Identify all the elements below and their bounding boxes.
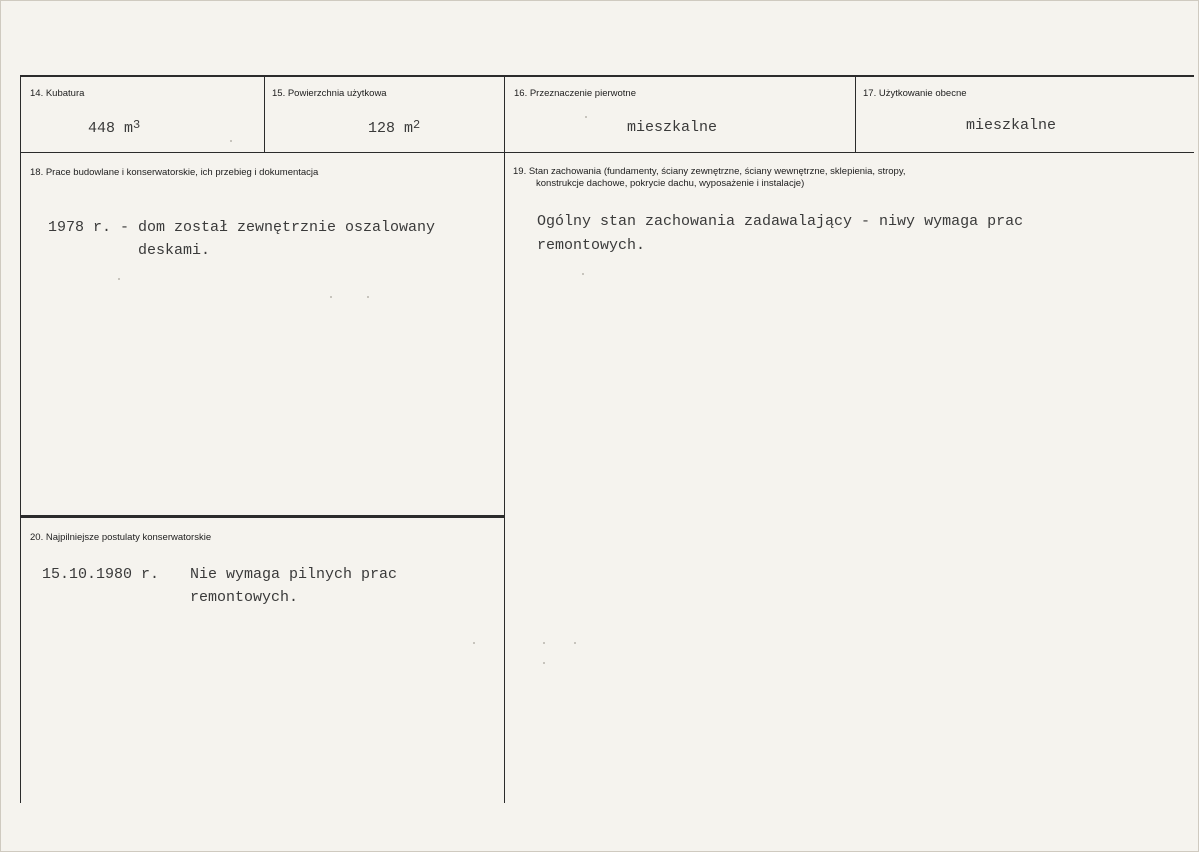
divider-16-17 <box>855 76 856 153</box>
postulaty-label: 20. Najpilniejsze postulaty konserwatorskie <box>30 532 212 543</box>
center-divider <box>504 76 505 803</box>
prace-line-2: deskami. <box>138 242 211 259</box>
paper-speck <box>543 642 545 644</box>
kubatura-number: 448 m <box>88 120 134 137</box>
uzytkowanie-value: mieszkalne <box>966 117 1057 134</box>
paper-speck <box>473 642 475 644</box>
left-border <box>20 76 21 803</box>
paper-speck <box>585 116 587 118</box>
top-rule <box>20 75 1194 77</box>
powierzchnia-number: 128 m <box>368 120 414 137</box>
kubatura-value <box>88 119 140 139</box>
paper-speck <box>118 278 120 280</box>
stan-line-2: remontowych. <box>537 237 646 254</box>
stan-label-line-1: 19. Stan zachowania (fundamenty, ściany zewnętrzne, ściany wewnętrzne, sklepienia, stropy, <box>513 166 906 177</box>
powierzchnia-exponent: 2 <box>413 118 421 132</box>
paper-speck <box>330 296 332 298</box>
przeznaczenie-label: 16. Przeznaczenie pierwotne <box>514 88 636 99</box>
przeznaczenie-value: mieszkalne <box>627 119 718 136</box>
powierzchnia-label: 15. Powierzchnia użytkowa <box>272 88 387 99</box>
kubatura-exponent: 3 <box>133 118 141 132</box>
divider-14-15 <box>264 76 265 153</box>
paper-speck <box>574 642 576 644</box>
uzytkowanie-label: 17. Użytkowanie obecne <box>863 88 967 99</box>
prace-line-1: 1978 r. - dom został zewnętrznie oszalowany <box>48 219 436 236</box>
stan-line-1: Ogólny stan zachowania zadawalający - niwy wymaga prac <box>537 213 1024 230</box>
paper-speck <box>543 662 545 664</box>
kubatura-label: 14. Kubatura <box>30 88 85 99</box>
prace-label: 18. Prace budowlane i konserwatorskie, ich przebieg i dokumentacja <box>30 167 319 178</box>
paper-speck <box>230 140 232 142</box>
postulaty-line-2: remontowych. <box>190 589 299 606</box>
postulaty-line-1: Nie wymaga pilnych prac <box>190 566 398 583</box>
stan-label-line-2: konstrukcje dachowe, pokrycie dachu, wyposażenie i instalacje) <box>536 178 805 189</box>
paper-speck <box>582 273 584 275</box>
section20-top-rule <box>20 515 504 518</box>
postulaty-date: 15.10.1980 r. <box>42 566 160 583</box>
paper-speck <box>367 296 369 298</box>
row1-bottom-rule <box>20 152 1194 153</box>
powierzchnia-value <box>368 119 420 139</box>
